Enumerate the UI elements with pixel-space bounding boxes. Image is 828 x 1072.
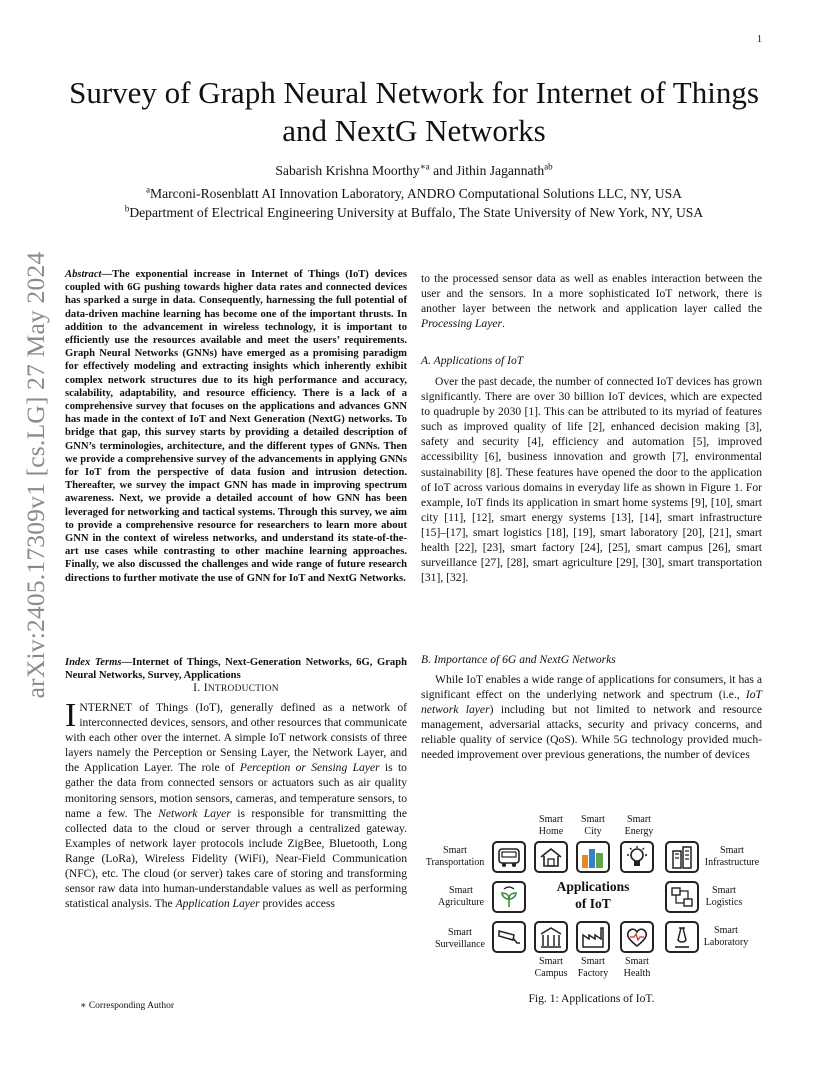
subsection-b-text [421, 672, 762, 763]
subsection-heading-a: A. Applications of IoT [421, 354, 524, 367]
body-text: While IoT enables a wide range of applications for consumers, it has a significant effect on the underlying network and spectrum (i.e., [421, 673, 762, 702]
introduction-text [65, 697, 408, 911]
figure-label-smart-campus: Smart Campus [534, 956, 568, 979]
figure-center-title-line: of IoT [575, 896, 611, 911]
intro-text: provides access [259, 897, 335, 911]
footnote [80, 1000, 174, 1011]
author-conjunction: and [429, 163, 457, 178]
intro-continued [421, 271, 762, 331]
figure-center-title [533, 878, 653, 912]
intro-text: is to gather the data from connected sensors or actuators such as air quality monitoring sensors, motion sensors, cameras, and temperature sensors, to name a few. The [65, 761, 407, 820]
body-emphasis: Processing Layer [421, 317, 503, 331]
smart-agriculture-icon [492, 881, 526, 913]
abstract [65, 268, 407, 585]
arxiv-stamp-text: arXiv:2405.17309v1 [cs.LG] 27 May 2024 [21, 251, 50, 699]
smart-home-icon [534, 841, 568, 873]
subsection-heading-b: B. Importance of 6G and NextG Networks [421, 653, 616, 666]
intro-emphasis: Application Layer [175, 897, 260, 911]
figure-label-smart-transportation: Smart Transportation [425, 845, 485, 868]
affiliation-mark: b [124, 203, 130, 214]
smart-energy-icon [620, 841, 654, 873]
smart-infrastructure-icon [665, 841, 699, 873]
figure-caption: Fig. 1: Applications of IoT. [528, 992, 655, 1005]
figure-label-smart-laboratory: Smart Laboratory [703, 925, 749, 948]
figure-label-smart-energy: Smart Energy [624, 814, 654, 837]
affiliation-text: Marconi-Rosenblatt AI Innovation Laboratory, ANDRO Computational Solutions LLC, NY, USA [150, 186, 682, 201]
page-number: 1 [757, 34, 762, 45]
paper-title: Survey of Graph Neural Network for Internet of Things and NextG Networks [69, 75, 759, 148]
abstract-label: Abstract [65, 269, 102, 280]
index-terms-text: —Internet of Things, Next-Generation Networks, 6G, Graph Neural Networks, Survey, Applications [65, 657, 407, 682]
intro-emphasis: Perception or Sensing Layer [239, 761, 380, 775]
section-number: I. [193, 681, 204, 694]
smart-surveillance-icon [492, 921, 526, 953]
author-name: Sabarish Krishna Moorthy [275, 163, 420, 178]
figure-label-smart-infrastructure: Smart Infrastructure [704, 845, 760, 868]
affiliation-mark: a [146, 184, 150, 195]
abstract-text: —The exponential increase in Internet of Things (IoT) devices coupled with 6G pushing towards higher data rates and connected devices has sparked a surge in data. Consequently, harnessing the full potential of data-driven machine learning has become one of the important thrusts. In addition to the advancement in wireless technology, it is important to efficiently use the resources available and meet the users’ requirements. Graph Neural Networks (GNNs) have emerged as a promising paradigm for effectively modeling and extracting insights which inherently exhibit complex network structures due to its high performance and accuracy, scalability, adaptability, and resource efficiency. There is a lack of a comprehensive survey that focuses on the applications and advances GNN has made in the context of IoT and Next Generation (NextG) networks. To bridge that gap, this survey starts by providing a detailed description of GNN’s terminologies, architecture, and the different types of GNNs. Then we provide a comprehensive survey of the advancements in applying GNNs for IoT from the perspective of data fusion and intrusion detection. Thereafter, we survey the impact GNN has made in improving spectrum awareness. Next, we provide a detailed account of how GNN has been leveraged for networking and tactical systems. Through this survey, we aim to provide a comprehensive resource for researchers to learn more about GNN in the context of wireless networks, and understand its state-of-the-art use cases while contrasting to other machine learning approaches. Finally, we also discussed the challenges and wide range of future research directions to further motivate the use of GNN for IoT and NextG Networks. [65, 269, 407, 584]
author-affiliation-mark: ∗a [419, 161, 430, 172]
intro-text: is responsible for transmitting the collected data to the cloud or server through a centralized gateway. Examples of network layer protocols include ZigBee, Bluetooth, Long Range (LoRa), Wireless Fidelity (WiFi), Near-Field Communication (NFC), etc. The cloud (or server) takes care of storing and transforming sensor raw data into human-understandable values as well as performing statistical analysis. The [65, 806, 408, 911]
footnote-text: Corresponding Author [86, 1001, 175, 1011]
index-terms-label: Index Terms [65, 657, 122, 668]
body-text: ) including but not limited to network and resource management, adversarial attacks, security and privacy concerns, and reliable quality of service (QoS). While 5G technology provided much-needed improvement over previous generations, the number of devices [421, 703, 762, 762]
figure-label-smart-surveillance: Smart Surveillance [435, 927, 485, 950]
smart-transportation-icon [492, 841, 526, 873]
affiliation-text: Department of Electrical Engineering University at Buffalo, The State University of New York, NY, USA [129, 205, 704, 220]
author-affiliation-mark: ab [544, 161, 553, 172]
section-title-cap: I [203, 681, 208, 694]
body-text: . [502, 317, 505, 331]
body-text: Over the past decade, the number of connected IoT devices has grown significantly. There are over 30 billion IoT devices, which are expected to quadruple by 2030 [1]. This can be attributed to its myriad of features such as improved quality of life [2], enhanced decision making [3], safety and security [4], efficiency and automation [5], improved accessibility [6], business innovation and growth [7], environmental sustainability [8]. These features have opened the door to the application of IoT across various domains in everyday life as shown in Figure 1. For example, IoT finds its application in smart home systems [9], [10], smart city [11], [12], smart energy systems [13], [14], smart infrastructure [15]–[17], smart logistics [18], [19], smart laboratory [20], [21], smart health [22], [23], smart factory [24], [25], smart campus [26], smart surveillance [27], [28], smart agriculture [29], [30], smart transportation [31], [32]. [421, 375, 762, 585]
intro-text: NTERNET of Things (IoT), generally defined as a network of interconnected devices, sensors, and other resources that communicate with each other over the internet. A simple IoT network consists of three layers namely the Perception or Sensing Layer, the Network Layer, and the Application Layer. The role of [65, 701, 407, 775]
figure-label-smart-factory: Smart Factory [577, 956, 609, 979]
smart-factory-icon [576, 921, 610, 953]
section-heading [65, 681, 407, 694]
smart-health-icon [620, 921, 654, 953]
index-terms [65, 656, 407, 682]
figure-label-smart-agriculture: Smart Agriculture [437, 885, 485, 908]
author-name: Jithin Jagannath [456, 163, 545, 178]
affiliation [60, 205, 768, 221]
smart-logistics-icon [665, 881, 699, 913]
figure-label-smart-home: Smart Home [538, 814, 564, 837]
figure-label-smart-health: Smart Health [623, 956, 651, 979]
figure-label-smart-city: Smart City [581, 814, 605, 837]
iot-applications-figure [421, 810, 766, 988]
figure-label-smart-logistics: Smart Logistics [705, 885, 743, 908]
footnote-mark: ∗ [80, 1001, 87, 1011]
section-title-rest: NTRODUCTION [207, 684, 279, 694]
author-list [60, 163, 768, 179]
body-emphasis: IoT network layer [421, 688, 762, 717]
intro-emphasis: Network Layer [158, 806, 231, 820]
smart-city-icon [576, 841, 610, 873]
smart-campus-icon [534, 921, 568, 953]
figure-center-title-line: Applications [556, 879, 630, 894]
smart-laboratory-icon [665, 921, 699, 953]
drop-cap: I [65, 697, 77, 734]
arxiv-stamp [16, 251, 56, 699]
subsection-a-text [421, 374, 762, 585]
affiliation [60, 186, 768, 202]
body-text: to the processed sensor data as well as enables interaction between the user and the sensors. In a more sophisticated IoT network, there is another layer between the network and application layer called the [421, 272, 762, 316]
